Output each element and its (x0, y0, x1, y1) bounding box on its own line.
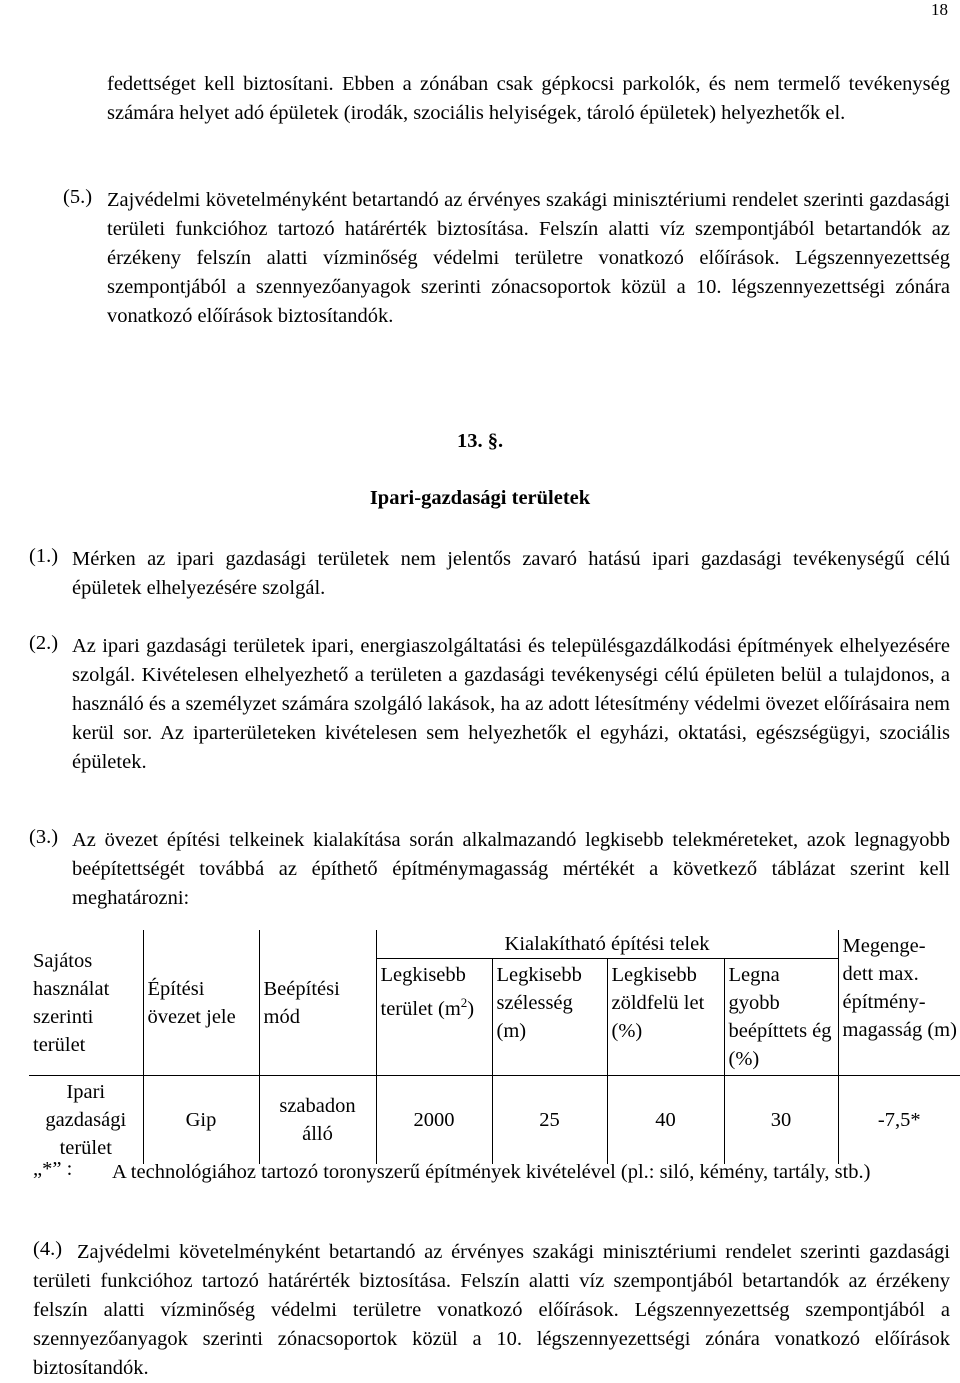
item-2-label: (2.) (29, 632, 59, 654)
item-5-label: (5.) (63, 186, 93, 208)
cell-min-area: 2000 (376, 1076, 492, 1165)
page-number: 18 (931, 0, 948, 19)
item-1-label: (1.) (29, 545, 59, 567)
header-mode: Beépítési mód (259, 930, 376, 1076)
zoning-table (29, 930, 960, 1164)
cell-min-green: 40 (607, 1076, 724, 1165)
cell-mode: szabadon álló (259, 1076, 376, 1165)
header-min-green: Legkisebb zöldfelü let (%) (607, 959, 724, 1076)
top-paragraph: fedettséget kell biztosítani. Ebben a zónában csak gépkocsi parkolók, és nem termelő tevékenység számára helyet adó épületek (irodák, szociális helyiségek, tároló épületek) helyezhetők el. (107, 73, 950, 124)
item-4-label: (4.) (33, 1238, 63, 1260)
header-zone: Építési övezet jele (143, 930, 259, 1076)
item-3-label: (3.) (29, 826, 59, 848)
header-height: Megenge- dett max. építmény- magasság (m) (842, 935, 957, 1041)
item-3-text: Az övezet építési telkeinek kialakítása során alkalmazandó legkisebb telekméreteket, azok legnagyobb beépítettségét továbbá az építhető építménymagasság mértékét a következő táblázat szerint kell meghatározni: (72, 829, 950, 909)
header-min-area: Legkisebb terület $(m^2)$ (376, 959, 492, 1076)
footnote-mark: „*” : (33, 1158, 73, 1180)
header-area: Sajátos használat szerinti terület (29, 930, 143, 1076)
cell-max-built: 30 (724, 1076, 838, 1165)
item-2-text: Az ipari gazdasági területek ipari, energiaszolgáltatási és településgazdálkodási építmények elhelyezésére szolgál. Kivételesen elhelyezhető a területen a gazdasági tevékenységi célú épületen belül a tulajdonos, a használó és a személyzet számára szolgáló lakások, ha az adott létesítmény védelmi övezet előírásaira nem kerül sor. Az iparterületeken kivételesen sem helyezhetők el egyházi, oktatási, egészségügyi, szociális épületek. (72, 635, 950, 773)
header-max-built: Legna gyobb beépíttets ég (%) (724, 959, 838, 1076)
footnote-text: A technológiához tartozó toronyszerű építmények kivételével (pl.: siló, kémény, tartály, stb.) (112, 1161, 871, 1183)
header-min-width: Legkisebb szélesség (m) (492, 959, 607, 1076)
item-1-text: Mérken az ipari gazdasági területek nem jelentős zavaró hatású ipari gazdasági tevékenységű célú épületek elhelyezésére szolgál. (72, 548, 950, 599)
section-title: Ipari-gazdasági területek (369, 487, 591, 509)
cell-zone: Gip (143, 1076, 259, 1165)
cell-area: Ipari gazdasági terület (29, 1076, 143, 1165)
cell-height: -7,5* (838, 1076, 960, 1165)
header-plot-group: Kialakítható építési telek (376, 930, 838, 959)
cell-min-width: 25 (492, 1076, 607, 1165)
item-4-text: Zajvédelmi követelményként betartandó az érvényes szakági minisztériumi rendelet szerinti gazdasági területi funkcióhoz tartozó határérték biztosítása. Felszín alatti víz szempontjából betartandók az érzékeny felszín alatti vízminőség védelmi területre vonatkozó előírások. Légszennyezettség szempontjából a szennyezőanyagok szerinti zónacsoportok közül a 10. légszennyezettségi zónára vonatkozó előírások biztosítandók. (33, 1241, 950, 1379)
section-number: 13. §. (456, 430, 504, 452)
item-5-text: Zajvédelmi követelményként betartandó az érvényes szakági minisztériumi rendelet szerinti gazdasági területi funkcióhoz tartozó határérték biztosítása. Felszín alatti víz szempontjából betartandók az érzékeny felszín alatti vízminőség védelmi területre vonatkozó előírások. Légszennyezettség szempontjából a szennyezőanyagok szerinti zónacsoportok közül a 10. légszennyezettségi zónára vonatkozó előírások biztosítandók. (107, 189, 950, 327)
